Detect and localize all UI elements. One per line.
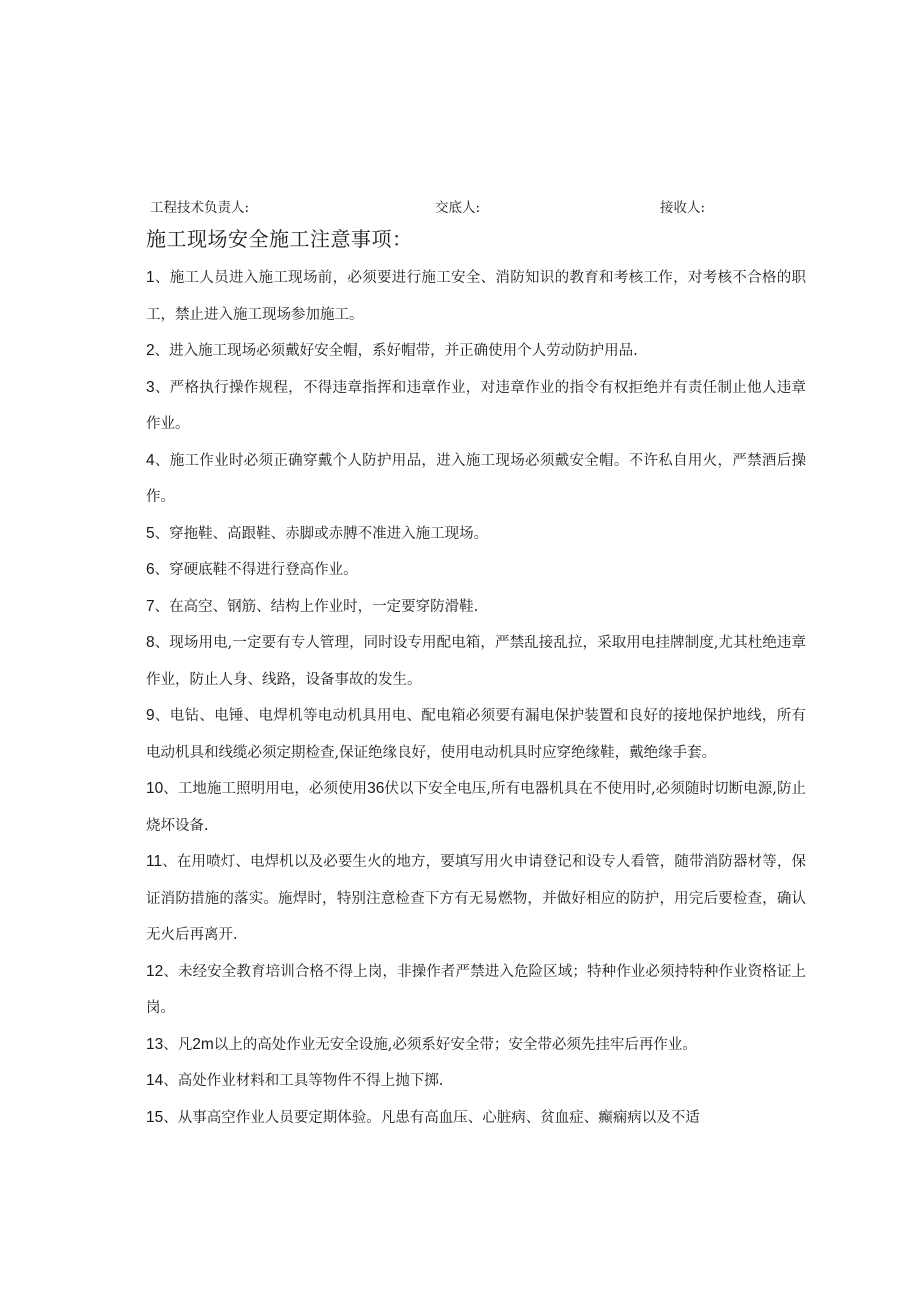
item-number: 7 [146,597,155,615]
item-text: 、从事高空作业人员要定期体验。凡患有高血压、心脏病、贫血症、癫痫病以及不适 [163,1109,700,1126]
item-number: 5 [146,524,155,542]
item-number: 11 [146,853,163,870]
item-number: 3 [146,378,155,396]
safety-item-2 [146,333,806,370]
item-height-value: 2m [192,1035,214,1053]
safety-item-3 [146,370,806,443]
item-text: 、在用喷灯、电焊机以及必要生火的地方，要填写用火申请登记和设专人看管，随带消防器材等，保证消防措施的落实。施焊时，特别注意检查下方有无易燃物，并做好相应的防护，用完后要检查，确认无火后再离开. [146,854,806,943]
safety-item-4 [146,443,806,516]
item-text: 、高处作业材料和工具等物件不得上抛下掷. [163,1073,444,1089]
briefing-giver-signature-label: 交底人: [435,200,481,216]
safety-item-11 [146,844,806,954]
item-number: 15 [146,1108,164,1126]
item-text-after: 伏以下安全电压,所有电器机具在不使用时,必须随时切断电源,防止烧坏设备. [146,781,807,834]
item-text-before: 、工地施工照明用电，必须使用 [163,781,368,797]
item-number: 12 [146,962,164,980]
safety-item-12 [146,954,806,1027]
item-text: 、穿拖鞋、高跟鞋、赤脚或赤膊不准进入施工现场。 [154,525,489,542]
item-text: 、未经安全教育培训合格不得上岗，非操作者严禁进入危险区域；特种作业必须持特种作业资格证上岗。 [146,963,806,1016]
item-number: 13 [146,1035,164,1053]
item-text: 、进入施工现场必须戴好安全帽，系好帽带，并正确使用个人劳动防护用品. [154,343,638,359]
item-text: 、施工作业时必须正确穿戴个人防护用品，进入施工现场必须戴安全帽。不许私自用火，严禁酒后操作。 [146,452,806,505]
safety-item-8 [146,625,806,698]
safety-item-6 [146,552,806,589]
item-number: 4 [146,451,155,469]
item-number: 2 [146,342,155,359]
item-number: 9 [146,707,155,724]
item-voltage-value: 36 [367,780,385,797]
item-number: 8 [146,634,155,651]
safety-item-7 [146,589,806,626]
item-text: 、现场用电,一定要有专人管理，同时设专用配电箱，严禁乱接乱拉，采取用电挂牌制度,尤其杜绝违章作业，防止人身、线路，设备事故的发生。 [146,635,806,688]
safety-item-1 [146,260,806,333]
item-text-before: 、凡 [163,1036,193,1053]
item-number: 10 [146,780,164,797]
item-text: 、在高空、钢筋、结构上作业时，一定要穿防滑鞋. [154,598,479,615]
item-text: 、穿硬底鞋不得进行登高作业。 [154,562,358,578]
tech-lead-signature-label: 工程技术负责人: [150,200,250,216]
signature-row [150,197,850,219]
item-number: 14 [146,1072,164,1089]
item-number: 1 [146,269,155,286]
item-text: 、施工人员进入施工现场前，必须要进行施工安全、消防知识的教育和考核工作，对考核不合格的职工，禁止进入施工现场参加施工。 [146,270,806,323]
safety-item-15 [146,1100,806,1137]
receiver-signature-label: 接收人: [660,200,706,216]
safety-item-10 [146,771,806,844]
safety-item-14 [146,1063,806,1100]
item-number: 6 [146,561,155,578]
item-text: 、电钻、电锤、电焊机等电动机具用电、配电箱必须要有漏电保护装置和良好的接地保护地线，所有电动机具和线缆必须定期检查,保证绝缘良好，使用电动机具时应穿绝缘鞋，戴绝缘手套。 [146,708,806,761]
safety-item-5 [146,516,806,553]
item-text: 、严格执行操作规程，不得违章指挥和违章作业，对违章作业的指令有权拒绝并有责任制止他人违章作业。 [146,379,806,432]
safety-item-9 [146,698,806,771]
item-text-after: 以上的高处作业无安全设施,必须系好安全带；安全带必须先挂牢后再作业。 [213,1036,697,1053]
safety-item-13 [146,1027,806,1064]
document-title: 施工现场安全施工注意事项： [146,227,413,251]
safety-items-list [146,260,806,1136]
